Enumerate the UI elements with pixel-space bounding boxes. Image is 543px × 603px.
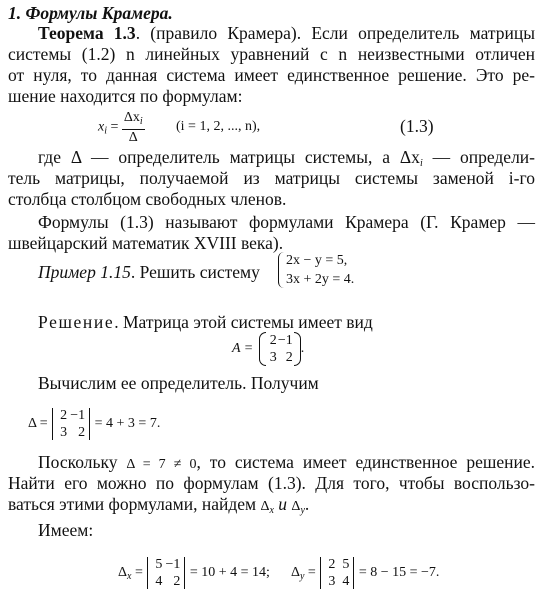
dx-lhs: Δ	[118, 565, 128, 581]
solution-line	[38, 312, 535, 332]
system-equations	[286, 251, 354, 289]
dy-cell: 3	[328, 574, 336, 589]
matrix-a	[232, 332, 304, 366]
formula-denominator: Δ	[128, 130, 138, 145]
formula-numerator-sub: i	[139, 116, 143, 127]
since-line-3-sub-y: y	[300, 505, 305, 516]
section-title	[8, 3, 535, 23]
matrix-a-body	[259, 332, 301, 366]
since-line-2: Найти его можно по формулам (1.3). Для того, чтобы воспользо-	[8, 473, 535, 493]
where-line-2: тель матрицы, получаемой из матрицы системы заменой i-го	[8, 168, 535, 188]
dy-rhs: = 8 − 15 = −7.	[358, 565, 440, 581]
determinant-lhs: Δ =	[28, 416, 48, 432]
compute-line: Вычислим ее определитель. Получим	[38, 373, 319, 393]
theorem-title-suffix: . (правило Крамера). Если определитель матрицы	[135, 23, 536, 43]
theorem-label: Теорема 1.3	[38, 23, 136, 43]
determinant-cell: −1	[70, 408, 86, 423]
dx-matrix	[146, 556, 186, 590]
formula-fraction	[122, 110, 145, 145]
example-text: . Решить систему	[130, 262, 260, 282]
matrix-a-cell: 2	[269, 333, 277, 348]
formula-condition: (i = 1, 2, ..., n),	[176, 119, 261, 134]
where-line-1-end: — определи-	[422, 147, 535, 167]
where-line-3: столбца столбцом свободных членов.	[8, 189, 287, 209]
dx-cell: 4	[155, 574, 163, 589]
solution-text: . Матрица этой системы имеет вид	[114, 312, 373, 332]
system-equation-1: 2x − y = 5,	[286, 253, 348, 268]
dy-lhs: Δ	[290, 565, 300, 581]
theorem-line-2: системы (1.2) n линейных уравнений с n неизвестными отличен	[8, 44, 535, 64]
determinant-cell: 3	[60, 425, 68, 440]
final-equations: $\Delta_x$ = 5 −1 4 2 = 10 + 4 = 14; $\Delta_y$ = 2 5 3 4 = 8 − 15 = −7.	[118, 557, 440, 589]
matrix-a-cell: 3	[269, 350, 277, 365]
system-brace	[278, 252, 285, 288]
example-label: Пример 1.15	[38, 262, 131, 282]
theorem-line-1	[38, 23, 535, 43]
determinant-equation	[28, 407, 160, 441]
dy-cell: 2	[328, 557, 336, 572]
dx-rhs: = 10 + 4 = 14;	[189, 565, 270, 581]
dx-cell: −1	[165, 557, 181, 572]
since-line-3-delta: Δ	[260, 499, 270, 514]
section-title-text: 1. Формулы Крамера.	[8, 3, 173, 23]
dy-cell: 5	[342, 557, 350, 572]
where-line-1-sub: i	[419, 158, 423, 169]
since-line-1	[38, 452, 535, 475]
determinant-cell: 2	[60, 408, 68, 423]
cramer-note-line-1: Формулы (1.3) называют формулами Крамера (Г. Крамер —	[38, 212, 535, 232]
dx-cell: 5	[155, 557, 163, 572]
theorem-line-4: шение находится по формулам:	[8, 86, 243, 106]
matrix-a-cell: 2	[285, 350, 293, 365]
since-line-1-math: Δ = 7 ≠ 0	[126, 457, 197, 472]
matrix-a-end: .	[300, 341, 305, 357]
formula-numerator: Δx	[123, 110, 140, 125]
since-line-3-end: .	[304, 494, 310, 514]
formula-lhs-sub: i	[104, 125, 107, 137]
theorem-line-3: от нуля, то данная система имеет единственное решение. Это ре-	[8, 65, 535, 85]
dy-cell: 4	[342, 574, 350, 589]
since-line-1-b: , то система имеет единственное решение.	[196, 452, 536, 472]
solution-label: Решение	[38, 312, 115, 332]
formula-number: (1.3)	[400, 116, 434, 136]
dy-sub: y	[299, 571, 305, 583]
formula-1-3: $x_i$ = $\frac{\Delta x_i}{\Delta}$	[98, 110, 143, 145]
since-line-3	[8, 494, 535, 521]
matrix-a-cell: −1	[277, 333, 293, 348]
where-line-1-text: где Δ — определитель матрицы системы, а Δx	[38, 147, 420, 167]
determinant-rhs: = 4 + 3 = 7.	[94, 416, 161, 432]
since-line-3-delta-2: Δ	[291, 499, 301, 514]
since-line-3-a: ваться этими формулами, найдем	[8, 494, 261, 514]
have-line: Имеем:	[38, 520, 94, 540]
since-line-3-sub-x: x	[269, 505, 274, 516]
determinant-cell: 2	[78, 425, 86, 440]
since-line-1-a: Поскольку	[38, 452, 127, 472]
since-line-3-and: и	[273, 494, 292, 514]
dx-cell: 2	[173, 574, 181, 589]
formula-lhs: x	[98, 119, 105, 135]
system-equation-2: 3x + 2y = 4.	[286, 272, 355, 287]
dx-sub: x	[127, 571, 132, 583]
dy-matrix	[319, 556, 355, 590]
matrix-a-name: A =	[232, 341, 254, 357]
cramer-note-line-2: швейцарский математик XVIII века).	[8, 233, 284, 253]
determinant-matrix	[51, 407, 91, 441]
